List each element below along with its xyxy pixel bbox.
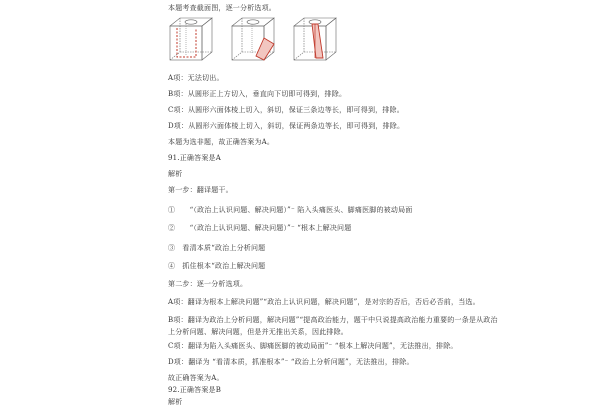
text-line-item4: ④ 抓住根本“政治上解决问题 bbox=[168, 262, 266, 270]
text-line-opt-b: B项：从圆形正上方切入，垂直向下切即可得到，排除。 bbox=[168, 90, 347, 98]
text-line-opt-b2a: B项：翻译为政治上分析问题，解决问题”“提高政治能力，题干中只说提高政治能力重要的一条是从政治 bbox=[168, 316, 498, 324]
cube-figure-1 bbox=[170, 18, 212, 60]
text-line-jiexi2: 解析 bbox=[168, 398, 183, 406]
text-line-opt-d2: D项：翻译为 “看清本质，抓准根本”⁻ “政治上分析问题”，无法推出，排除。 bbox=[168, 358, 414, 366]
cube-figures bbox=[160, 14, 350, 64]
text-line-step1: 第一步：翻译题干。 bbox=[168, 186, 233, 194]
text-line-conclusion1: 本题为选非题，故正确答案为A。 bbox=[168, 138, 275, 146]
text-line-opt-c: C项：从圆形六面体棱上切入，斜切，保证三条边等长，即可得到，排除。 bbox=[168, 106, 404, 114]
text-line-q92: 92.正确答案是B bbox=[168, 386, 222, 394]
cube-figure-3 bbox=[294, 18, 336, 60]
text-line-step2: 第二步：逐一分析选项。 bbox=[168, 280, 248, 288]
text-line-item1: ① “（政治上认识问题、解决问题）”⁻ 陷入头痛医头、脚痛医脚的被动局面 bbox=[168, 206, 413, 214]
text-line-item2: ② “（政治上认识问题、解决问题）”⁻ “根本上解决问题 bbox=[168, 224, 352, 232]
cube-figure-2 bbox=[232, 18, 274, 60]
intro-line: 本题考查截面图，逐一分析选项。 bbox=[168, 4, 276, 12]
text-line-jiexi1: 解析 bbox=[168, 170, 183, 178]
text-line-conclusion2: 故正确答案为A。 bbox=[168, 374, 224, 382]
text-line-item3: ③ 看清本质“政治上分析问题 bbox=[168, 244, 266, 252]
text-line-opt-d: D项：从圆形六面体棱上切入，斜切，保证两条边等长，即可得到，排除。 bbox=[168, 122, 405, 130]
text-line-opt-c2: C项：翻译为陷入头痛医头、脚痛医脚的被动局面”⁻ “根本上解决问题”，无法推出，排除。 bbox=[168, 342, 458, 350]
text-line-opt-a: A项：无法切出。 bbox=[168, 74, 224, 82]
text-line-q91: 91.正确答案是A bbox=[168, 154, 221, 162]
text-line-opt-a2: A项：翻译为根本上解决问题”“政治上认识问题，解决问题”，是对宗的否后，否后必否前，当选。 bbox=[168, 298, 480, 306]
text-line-opt-b2b: 上分析问题、解决问题，但是并无推出关系，因此排除。 bbox=[168, 328, 348, 336]
